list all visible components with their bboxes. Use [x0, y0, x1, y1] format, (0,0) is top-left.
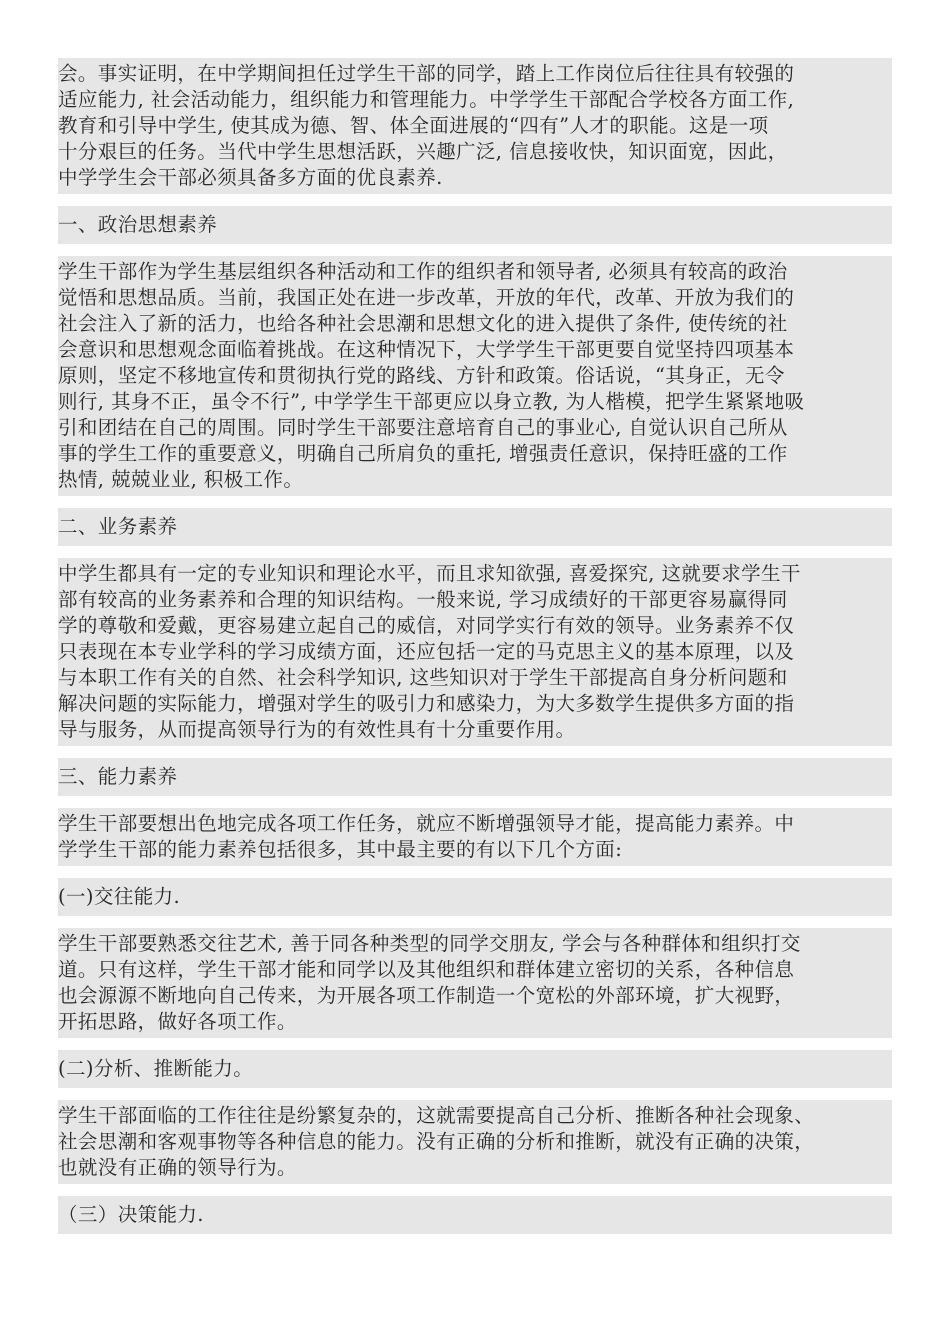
subsection2-heading: (二)分析、推断能力。: [58, 1050, 892, 1088]
section3-paragraph: 学生干部要想出色地完成各项工作任务，就应不断增强领导才能，提高能力素养。中 学学生干部的能力素养包括很多，其中最主要的有以下几个方面:: [58, 808, 892, 866]
paragraph-gap: [58, 1184, 892, 1196]
paragraph-gap: [58, 194, 892, 206]
section1-heading: 一、政治思想素养: [58, 206, 892, 244]
subsection1-heading: (一)交往能力.: [58, 878, 892, 916]
subsection3-heading: （三）决策能力.: [58, 1196, 892, 1234]
paragraph-gap: [58, 916, 892, 928]
section2-heading: 二、业务素养: [58, 508, 892, 546]
paragraph-gap: [58, 1038, 892, 1050]
paragraph-gap: [58, 496, 892, 508]
paragraph-gap: [58, 746, 892, 758]
intro-paragraph: 会。事实证明，在中学期间担任过学生干部的同学，踏上工作岗位后往往具有较强的 适应能力, 社会活动能力，组织能力和管理能力。中学学生干部配合学校各方面工作, 教育和引导中学生, 使其成为德、智、体全面进展的“四有”人才的职能。这是一项 十分艰巨的任务。当代中学生思想活跃，兴趣广泛, 信息接收快，知识面宽，因此， 中学学生会干部必须具备多方面的优良素养.: [58, 58, 892, 194]
section2-paragraph: 中学生都具有一定的专业知识和理论水平，而且求知欲强, 喜爱探究, 这就要求学生干 部有较高的业务素养和合理的知识结构。一般来说, 学习成绩好的干部更容易赢得同 学的尊敬和爱戴，更容易建立起自己的威信，对同学实行有效的领导。业务素养不仅 只表现在本专业学科的学习成绩方面，还应包括一定的马克思主义的基本原理，以及 与本职工作有关的自然、社会科学知识, 这些知识对于学生干部提高自身分析问题和 解决问题的实际能力，增强对学生的吸引力和感染力，为大多数学生提供多方面的指 导与服务，从而提高领导行为的有效性具有十分重要作用。: [58, 558, 892, 746]
subsection1-paragraph: 学生干部要熟悉交往艺术, 善于同各种类型的同学交朋友, 学会与各种群体和组织打交 道。只有这样，学生干部才能和同学以及其他组织和群体建立密切的关系，各种信息 也会源源不断地向自己传来，为开展各项工作制造一个宽松的外部环境，扩大视野， 开拓思路，做好各项工作。: [58, 928, 892, 1038]
subsection2-paragraph: 学生干部面临的工作往往是纷繁复杂的，这就需要提高自己分析、推断各种社会现象、 社会思潮和客观事物等各种信息的能力。没有正确的分析和推断，就没有正确的决策， 也就没有正确的领导行为。: [58, 1100, 892, 1184]
paragraph-gap: [58, 796, 892, 808]
paragraph-gap: [58, 244, 892, 256]
paragraph-gap: [58, 546, 892, 558]
paragraph-gap: [58, 1088, 892, 1100]
document-page: [58, 58, 892, 1234]
paragraph-gap: [58, 866, 892, 878]
section1-paragraph: 学生干部作为学生基层组织各种活动和工作的组织者和领导者, 必须具有较高的政治 觉悟和思想品质。当前，我国正处在进一步改革，开放的年代，改革、开放为我们的 社会注入了新的活力，也给各种社会思潮和思想文化的进入提供了条件, 使传统的社 会意识和思想观念面临着挑战。在这种情况下，大学学生干部更要自觉坚持四项基本 原则，坚定不移地宣传和贯彻执行党的路线、方针和政策。俗话说，“其身正，无令 则行, 其身不正，虽令不行”, 中学学生干部更应以身立教, 为人楷模，把学生紧紧地吸 引和团结在自己的周围。同时学生干部要注意培育自己的事业心, 自觉认识自己所从 事的学生工作的重要意义，明确自己所肩负的重托, 增强责任意识，保持旺盛的工作 热情, 兢兢业业, 积极工作。: [58, 256, 892, 496]
section3-heading: 三、能力素养: [58, 758, 892, 796]
